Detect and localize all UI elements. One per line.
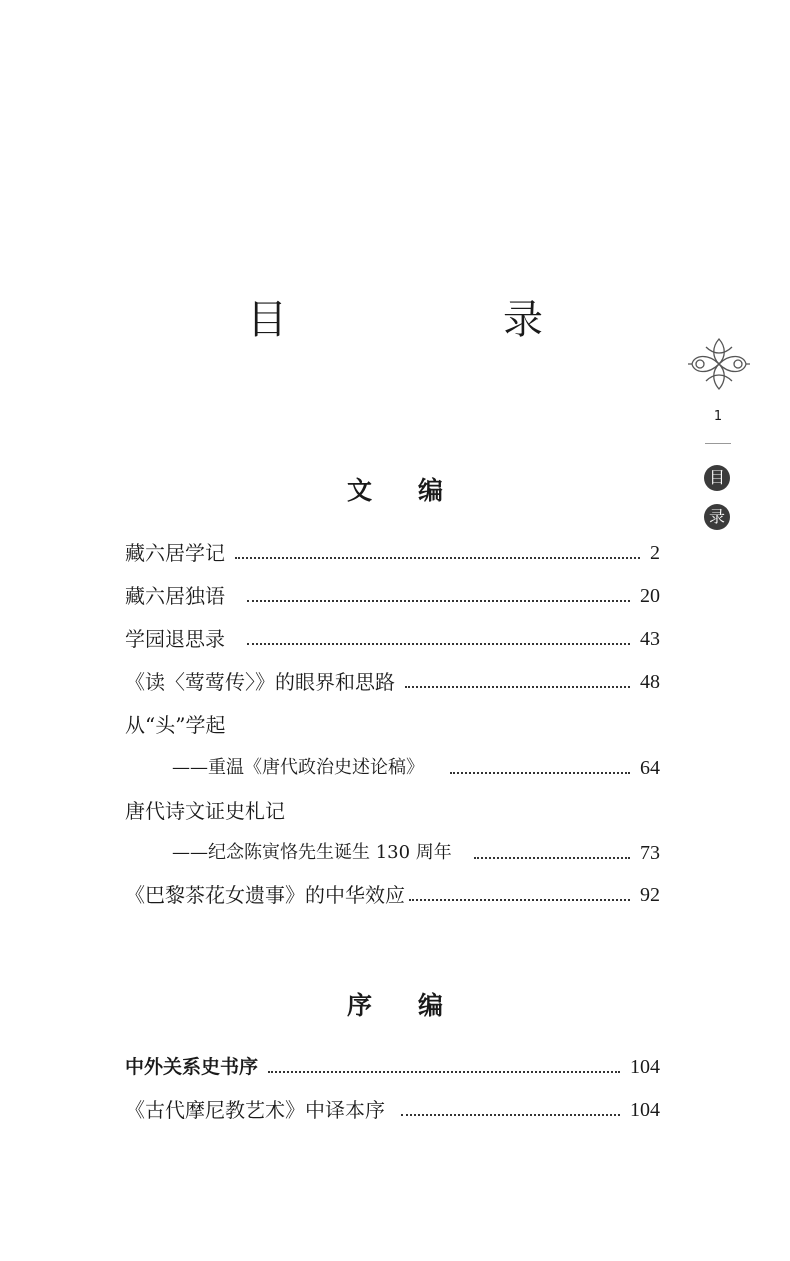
toc-entry-title: 《巴黎茶花女遗事》的中华效应 <box>125 883 405 907</box>
ornament-icon <box>686 335 752 393</box>
dot-leader <box>247 643 630 645</box>
dot-leader <box>235 557 640 559</box>
toc-entry[interactable] <box>125 624 660 654</box>
side-tab-char: 目 <box>704 465 730 491</box>
toc-entry-subtitle: ——重温《唐代政治史述论稿》 <box>172 757 424 778</box>
dot-leader <box>450 772 630 774</box>
toc-entry-page: 20 <box>640 585 660 607</box>
toc-entry[interactable] <box>125 880 660 910</box>
toc-entry-title: 学园退思录 <box>125 627 225 651</box>
dot-leader <box>409 899 630 901</box>
dot-leader <box>247 600 630 602</box>
dot-leader <box>401 1114 620 1116</box>
side-divider <box>705 443 731 444</box>
side-tab-char: 录 <box>704 504 730 530</box>
toc-entry-title: 《古代摩尼教艺术》中译本序 <box>125 1098 385 1122</box>
toc-entry-title: 中外关系史书序 <box>125 1056 259 1078</box>
dot-leader <box>474 857 630 859</box>
toc-entry-title[interactable]: 从“头”学起 <box>125 713 226 737</box>
toc-entry[interactable] <box>125 581 660 611</box>
toc-entry-subtitle: ——纪念陈寅恪先生诞生 130 周年 <box>172 842 452 863</box>
section-heading-xu: 序编 <box>346 991 489 1020</box>
toc-entry-subtitle-row[interactable] <box>172 838 660 868</box>
toc-entry-title: 藏六居独语 <box>125 584 225 608</box>
toc-entry-title[interactable]: 唐代诗文证史札记 <box>125 799 285 823</box>
toc-entry-page: 104 <box>630 1099 660 1121</box>
toc-entry[interactable] <box>125 1095 660 1125</box>
toc-entry-page: 43 <box>640 628 660 650</box>
toc-entry[interactable] <box>125 1052 660 1082</box>
toc-entry-page: 64 <box>640 757 660 779</box>
page-title: 目 录 <box>247 297 631 343</box>
toc-entry-title: 《读〈莺莺传〉》的眼界和思路 <box>125 670 395 694</box>
toc-entry-page: 104 <box>630 1056 660 1078</box>
toc-entry-page: 2 <box>650 542 660 564</box>
dot-leader <box>405 686 630 688</box>
toc-entry-page: 48 <box>640 671 660 693</box>
toc-entry[interactable] <box>125 538 660 568</box>
toc-entry-title: 藏六居学记 <box>125 541 225 565</box>
toc-entry-page: 73 <box>640 842 660 864</box>
toc-entry-page: 92 <box>640 884 660 906</box>
toc-entry[interactable] <box>125 667 660 697</box>
side-page-number: 1 <box>713 409 723 424</box>
section-heading-wen: 文编 <box>346 476 489 505</box>
dot-leader <box>268 1071 620 1073</box>
toc-entry-subtitle-row[interactable] <box>172 753 660 783</box>
